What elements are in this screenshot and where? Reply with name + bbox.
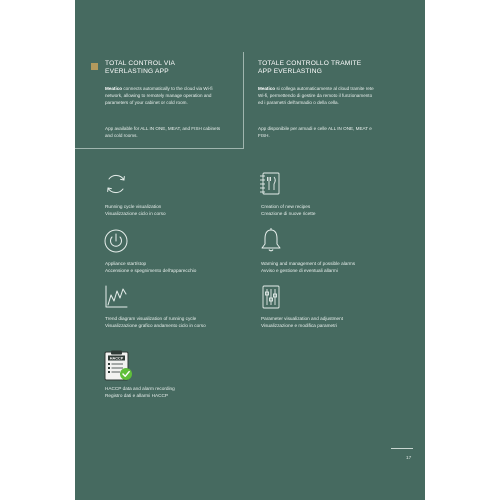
feature-power-it: Accensione e spegnimento dell'apparecchio xyxy=(105,267,197,273)
feature-running-cycle-it: Visualizzazione ciclo in corso xyxy=(105,210,166,216)
page-number: 17 xyxy=(406,456,412,461)
feature-new-recipes-it: Creazione di nuove ricette xyxy=(261,210,316,216)
feature-new-recipes xyxy=(261,204,411,218)
intro-title-it-line1: TOTALE CONTROLLO TRAMITE xyxy=(258,60,362,67)
feature-alarms-it: Avviso e gestione di eventuali allarmi xyxy=(261,267,338,273)
feature-running-cycle-en: Running cycle visualization xyxy=(105,204,162,209)
intro-description-en-text: connects automatically to the cloud via Wi-fi network, allowing to remotely manage operation and parameters of your cabinet or cold room. xyxy=(105,86,213,105)
intro-title-en-line1: TOTAL CONTROL VIA xyxy=(105,60,176,67)
feature-haccp xyxy=(105,386,255,400)
intro-title-en-line2: EVERLASTING APP xyxy=(105,68,169,76)
feature-parameters-it: Visualizzazione e modifica parametri xyxy=(261,322,337,328)
power-icon xyxy=(102,227,130,255)
feature-power xyxy=(105,261,255,275)
trend-diagram-icon xyxy=(102,283,130,311)
brand-name-en: Meatico xyxy=(105,86,123,91)
intro-description-en xyxy=(105,86,225,107)
parameters-icon xyxy=(257,283,285,311)
intro-title-it xyxy=(258,60,388,77)
feature-power-en: Appliance start/stop xyxy=(105,261,147,266)
feature-haccp-en: HACCP data and alarm recording xyxy=(105,386,175,391)
feature-haccp-it: Registro dati e allarmi HACCP xyxy=(105,392,169,398)
brand-name-it: Meatico xyxy=(258,86,276,91)
feature-running-cycle xyxy=(105,204,245,218)
feature-trend-diagram xyxy=(105,316,255,330)
intro-title-en xyxy=(105,60,225,77)
feature-alarms-en: Warning and management of possible alarms xyxy=(261,261,356,266)
new-recipes-icon xyxy=(257,170,285,198)
intro-description-it xyxy=(258,86,378,107)
availability-en: App available for ALL IN ONE, MEAT, and FISH cabinets and cold rooms. xyxy=(105,126,221,138)
feature-parameters-en: Parameter visualization and adjustment xyxy=(261,316,344,321)
intro-description-it-text: si collega automaticamente al cloud tramite rete Wi-fi, permettendo di gestire da remoto il funzionamento ed i parametri dell'armadio o della cella. xyxy=(258,86,374,105)
brochure-page xyxy=(75,0,425,500)
feature-trend-diagram-en: Trend diagram visualization of running cycle xyxy=(105,316,197,321)
intro-title-it-line2: APP EVERLASTING xyxy=(258,68,323,76)
section-marker xyxy=(91,63,98,70)
feature-alarms xyxy=(261,261,416,275)
haccp-clipboard-icon xyxy=(102,349,134,381)
haccp-badge-text: HACCP xyxy=(109,356,124,361)
feature-trend-diagram-it: Visualizzazione grafico andamento ciclo in corso xyxy=(105,322,206,328)
availability-it: App disponibile per armadi e celle ALL IN ONE, MEAT e FISH. xyxy=(258,126,372,138)
bell-icon xyxy=(257,226,285,254)
running-cycle-icon xyxy=(102,170,130,198)
feature-parameters xyxy=(261,316,411,330)
footer-divider xyxy=(391,448,413,449)
feature-new-recipes-en: Creation of new recipes xyxy=(261,204,311,209)
